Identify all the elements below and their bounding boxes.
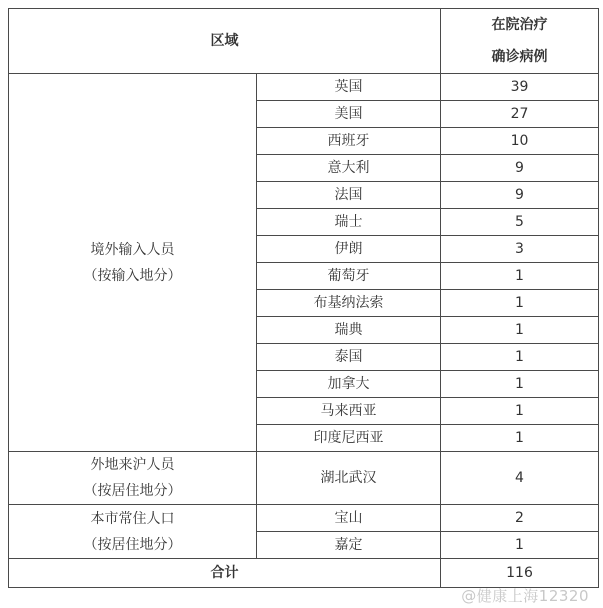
group-label-line1: 外地来沪人员 <box>90 457 175 473</box>
place-cell: 西班牙 <box>257 128 441 155</box>
table-row <box>9 505 599 532</box>
count-cell: 1 <box>441 398 599 425</box>
place-cell: 马来西亚 <box>257 398 441 425</box>
count-cell: 10 <box>441 128 599 155</box>
hospitalized-cases-header <box>441 9 599 74</box>
total-value: 116 <box>441 559 599 588</box>
place-cell: 伊朗 <box>257 236 441 263</box>
hospitalized-header-line1: 在院治疗 <box>491 17 548 33</box>
count-cell: 27 <box>441 101 599 128</box>
total-label: 合计 <box>9 559 441 588</box>
place-cell: 法国 <box>257 182 441 209</box>
group-label-line2: （按居住地分） <box>83 483 182 499</box>
group-label-line1: 本市常住人口 <box>90 510 175 527</box>
count-cell: 1 <box>441 344 599 371</box>
place-cell: 英国 <box>257 74 441 101</box>
place-cell: 葡萄牙 <box>257 263 441 290</box>
count-cell: 1 <box>441 371 599 398</box>
place-cell: 加拿大 <box>257 371 441 398</box>
hospitalized-header-line2: 确诊病例 <box>491 49 548 65</box>
weibo-watermark: @健康上海12320 <box>461 587 589 605</box>
place-cell: 美国 <box>257 101 441 128</box>
count-cell: 2 <box>441 505 599 532</box>
count-cell: 1 <box>441 290 599 317</box>
header-row <box>9 9 599 74</box>
count-cell: 1 <box>441 263 599 290</box>
place-cell: 宝山 <box>257 505 441 532</box>
place-cell: 瑞士 <box>257 209 441 236</box>
group-label-line2: （按居住地分） <box>83 536 182 553</box>
group-label-line2: （按输入地分） <box>83 267 182 284</box>
count-cell: 9 <box>441 155 599 182</box>
count-cell: 1 <box>441 532 599 559</box>
case-table <box>8 8 599 588</box>
group-label <box>9 505 257 559</box>
count-cell: 39 <box>441 74 599 101</box>
group-label <box>9 452 257 505</box>
place-cell: 意大利 <box>257 155 441 182</box>
place-cell: 泰国 <box>257 344 441 371</box>
total-row <box>9 559 599 588</box>
place-cell: 印度尼西亚 <box>257 425 441 452</box>
group-label <box>9 74 257 452</box>
region-header: 区域 <box>9 9 441 74</box>
count-cell: 5 <box>441 209 599 236</box>
count-cell: 4 <box>441 452 599 505</box>
table-row <box>9 74 599 101</box>
place-cell: 湖北武汉 <box>257 452 441 505</box>
count-cell: 9 <box>441 182 599 209</box>
count-cell: 1 <box>441 317 599 344</box>
group-label-line1: 境外输入人员 <box>90 241 175 258</box>
place-cell: 布基纳法索 <box>257 290 441 317</box>
place-cell: 嘉定 <box>257 532 441 559</box>
count-cell: 1 <box>441 425 599 452</box>
table-row <box>9 452 599 505</box>
place-cell: 瑞典 <box>257 317 441 344</box>
count-cell: 3 <box>441 236 599 263</box>
